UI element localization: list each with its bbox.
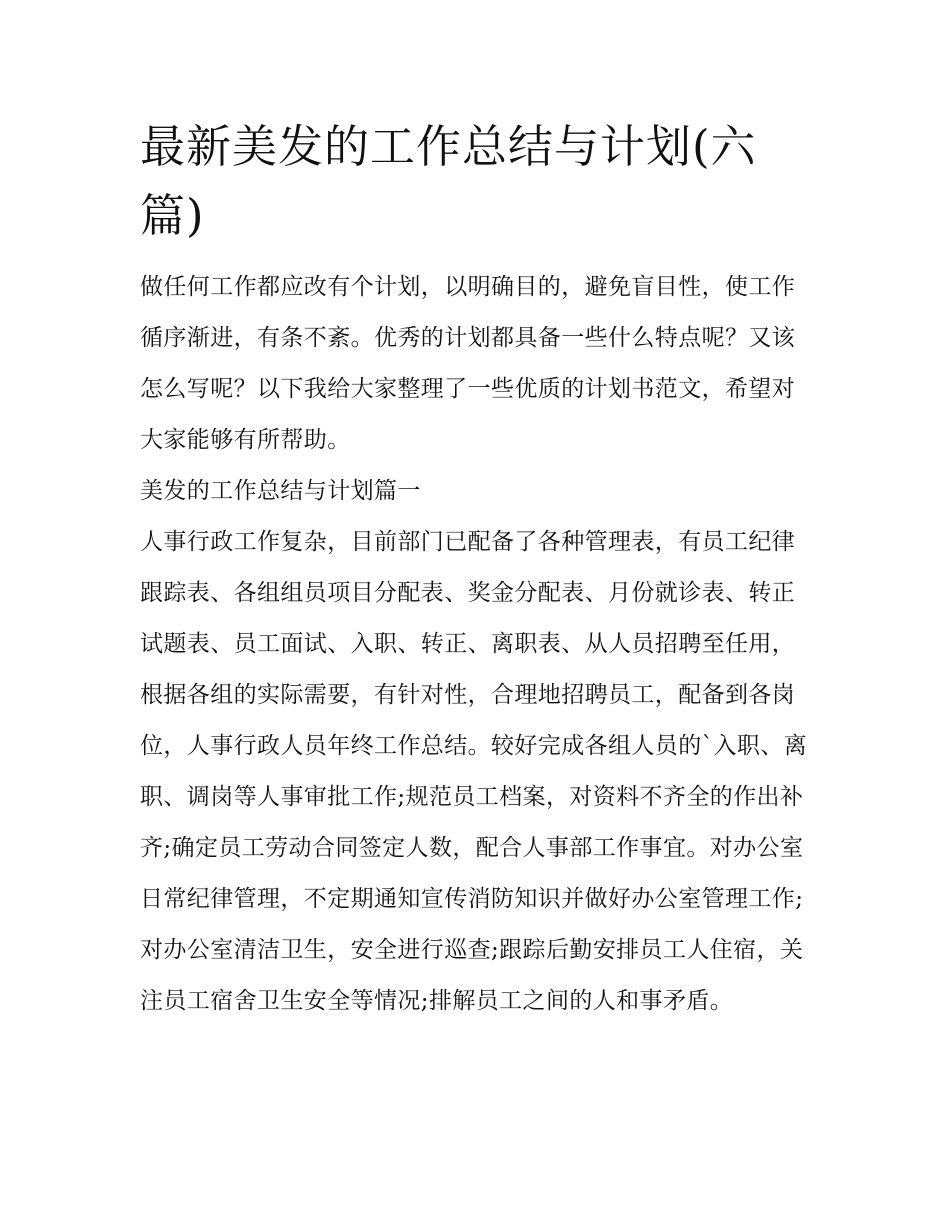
intro-paragraph: 做任何工作都应改有个计划，以明确目的，避免盲目性，使工作循序渐进，有条不紊。优秀的计划都具备一些什么特点呢？又该怎么写呢？以下我给大家整理了一些优质的计划书范文，希望对大家能够有所帮助。 xyxy=(140,274,796,453)
section-heading: 美发的工作总结与计划篇一 xyxy=(140,478,421,504)
section-paragraph: 人事行政工作复杂，目前部门已配备了各种管理表，有员工纪律跟踪表、各组组员项目分配表、奖金分配表、月份就诊表、转正试题表、员工面试、入职、转正、离职表、从人员招聘至任用，根据各组的实际需要，有针对性，合理地招聘员工，配备到各岗位，人事行政人员年终工作总结。较好完成各组人员的`入职、离职、调岗等人事审批工作;规范员工档案，对资料不齐全的作出补齐;确定员工劳动合同签定人数，配合人事部工作事宜。对办公室日常纪律管理，不定期通知宣传消防知识并做好办公室管理工作;对办公室清洁卫生，安全进行巡查;跟踪后勤安排员工人住宿，关注员工宿舍卫生安全等情况;排解员工之间的人和事矛盾。 xyxy=(140,529,808,1014)
document-content xyxy=(140,112,812,1027)
document-title: 最新美发的工作总结与计划(六篇) xyxy=(140,120,757,242)
